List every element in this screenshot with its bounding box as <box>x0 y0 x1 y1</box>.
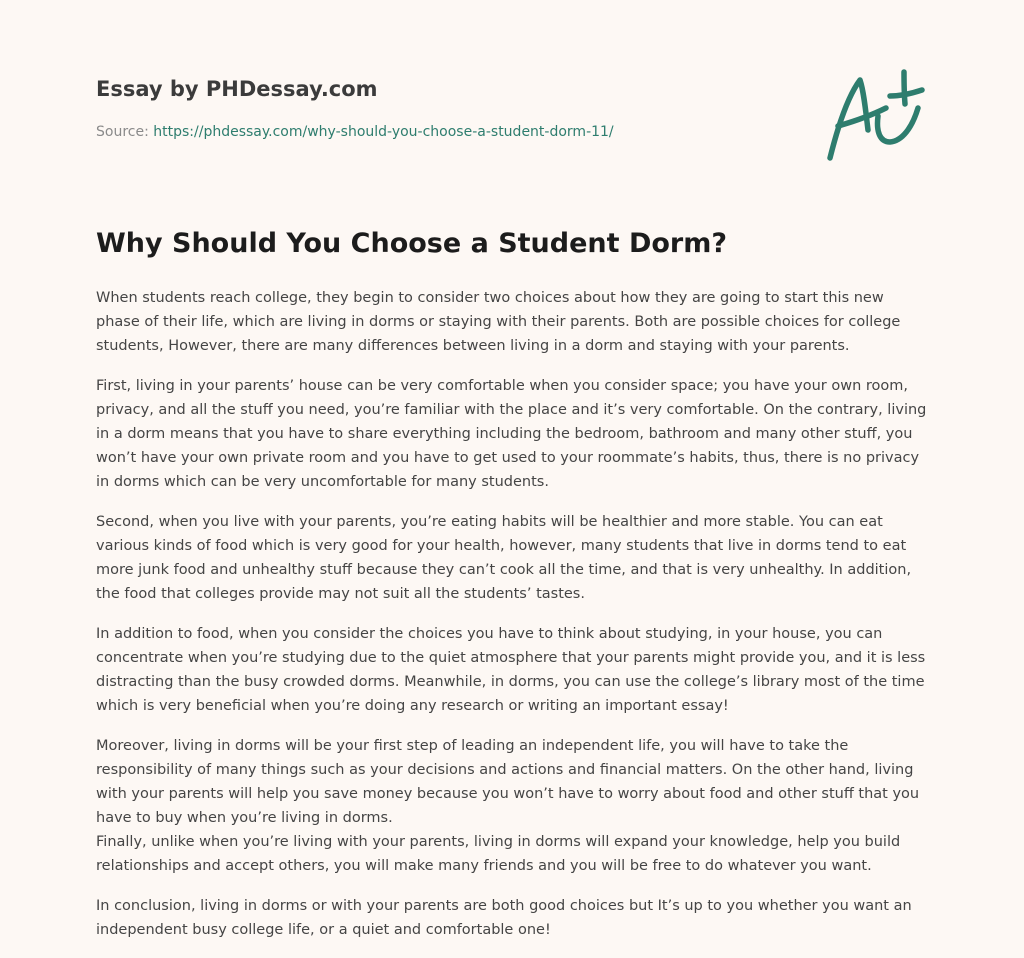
essay-paragraph: Finally, unlike when you’re living with your parents, living in dorms will expand your knowledge, help you build relationships and accept others, you will make many friends and you will be free to do whatever you want. <box>96 834 901 874</box>
source-link[interactable]: https://phdessay.com/why-should-you-choose-a-student-dorm-11/ <box>153 124 614 140</box>
essay-paragraph: In addition to food, when you consider the choices you have to think about studying, in your house, you can concentrate when you’re studying due to the quiet atmosphere that your parents might provide you, and it is less distracting than the busy crowded dorms. Meanwhile, in dorms, you can use the college’s library most of the time which is very beneficial when you’re doing any research or writing an important essay! <box>96 626 926 714</box>
source-label: Source: <box>96 124 154 140</box>
essay-paragraph: When students reach college, they begin to consider two choices about how they are going to start this new phase of their life, which are living in dorms or staying with their parents. Both are possible choices for college students, However, there are many differences between living in a dorm and staying with your parents. <box>96 290 901 354</box>
page-header <box>96 74 796 142</box>
essay-paragraph: First, living in your parents’ house can be very comfortable when you consider space; you have your own room, privacy, and all the stuff you need, you’re familiar with the place and it’s very comfortable. On the contrary, living in a dorm means that you have to share everything including the bedroom, bathroom and many other stuff, you won’t have your own private room and you have to get used to your roommate’s habits, thus, there is no privacy in dorms which can be very uncomfortable for many students. <box>96 378 927 490</box>
essay-article <box>96 224 932 958</box>
essay-paragraph: In conclusion, living in dorms or with your parents are both good choices but It’s up to you whether you want an independent busy college life, or a quiet and comfortable one! <box>96 898 912 938</box>
a-plus-logo-icon <box>820 66 930 166</box>
essay-paragraph: Moreover, living in dorms will be your first step of leading an independent life, you will have to take the responsibility of many things such as your decisions and actions and financial matters. On the other hand, living with your parents will help you save money because you won’t have to worry about food and other stuff that you have to buy when you’re living in dorms. <box>96 738 920 826</box>
site-title: Essay by PHDessay.com <box>96 77 378 101</box>
essay-title: Why Should You Choose a Student Dorm? <box>96 228 728 259</box>
essay-paragraph: Second, when you live with your parents, you’re eating habits will be healthier and more stable. You can eat various kinds of food which is very good for your health, however, many students that live in dorms tend to eat more junk food and unhealthy stuff because they can’t cook all the time, and that is very unhealthy. In addition, the food that colleges provide may not suit all the students’ tastes. <box>96 514 912 602</box>
source-line <box>96 122 796 142</box>
